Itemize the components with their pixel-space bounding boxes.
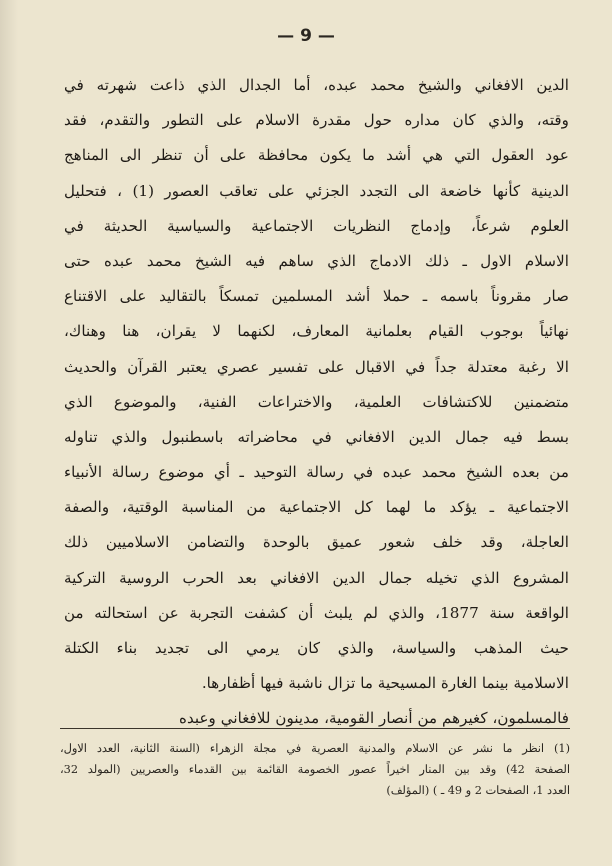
page-number: — 9 —	[277, 26, 335, 46]
text-line: الاسلام الاول ـ ذلك الادماج الذي ساهم فيه الشيخ محمد عبده حتى	[64, 251, 569, 270]
footnotes	[60, 738, 570, 801]
text-line: الا رغبة معتدلة جداً في الاقبال على تفسير عصري يعتبر القرآن والحديث	[64, 357, 569, 376]
text-line: العلوم شرعاً، وإدماج النظريات الاجتماعية والسياسية الحديثة في	[64, 216, 569, 235]
text-line: الواقعة سنة 1877، والذي لم يلبث أن كشفت التجربة عن استحالته من	[64, 603, 569, 622]
text-line: بسط فيه جمال الدين الافغاني في محاضراته باسطنبول والذي تناوله	[64, 427, 569, 446]
text-line: من بعده الشيخ محمد عبده في رسالة التوحيد ـ أي موضوع رسالة الأنبياء	[64, 463, 569, 482]
footnote-line: الصفحة 42) وقد بين المنار اخيراً عصور الخصومة القائمة بين القدماء والعصريين (المولد 32،	[60, 763, 570, 776]
footnote-divider	[60, 728, 570, 729]
text-line: فالمسلمون، كغيرهم من أنصار القومية، مدينون للافغاني وعبده	[178, 709, 569, 728]
body-text	[64, 68, 569, 737]
text-line: المشروع الذي تخيله جمال الدين الافغاني بعد الحرب الروسية التركية	[64, 568, 569, 587]
text-line: الاجتماعية ـ يؤكد ما لهما كل الاجتماعية من المناسبة الوقتية، والصفة	[64, 498, 569, 517]
text-line: العاجلة، وقد خلف شعور عميق بالوحدة والتضامن الاسلاميين ذلك	[64, 533, 569, 552]
text-line: صار مقروناً باسمه ـ حملا أشد المسلمين تمسكاً بالتقاليد على الاقتناع	[64, 287, 569, 306]
text-line: نهائياً بوجوب القيام بعلمانية المعارف، لكنهما لا يقران، هنا وهناك،	[64, 322, 569, 341]
text-line: الدين الافغاني والشيخ محمد عبده، أما الجدال الذي ذاعت شهرته في	[64, 76, 569, 94]
text-line: الدينية كأنها خاضعة الى التجدد الجزئي على تعاقب العصور (1) ، فتحليل	[64, 181, 569, 200]
text-line: وقته، والذي كان مداره حول مقدرة الاسلام على التطور والتقدم، فقد	[64, 111, 569, 130]
scan-edge-shadow	[0, 0, 18, 866]
text-line: متضمنين للاكتشافات العلمية، والاختراعات الفنية، والموضوع الذي	[64, 392, 569, 411]
footnote-line: (1) انظر ما نشر عن الاسلام والمدنية العصرية في مجلة الزهراء (السنة الثانية، العدد الاول،	[60, 742, 570, 755]
text-line: الاسلامية بينما الغارة المسيحية ما تزال ناشبة فيها أظفارها.	[201, 674, 569, 693]
text-line: عود العقول التي هي أشد ما يكون محافظة على أن تنظر الى المناهج	[64, 146, 569, 165]
text-line: حيث المذهب والسياسة، والذي كان يرمي الى تجديد بناء الكتلة	[64, 639, 569, 657]
footnote-line: العدد 1، الصفحات 2 و 49 ـ ) (المؤلف)	[386, 784, 570, 797]
